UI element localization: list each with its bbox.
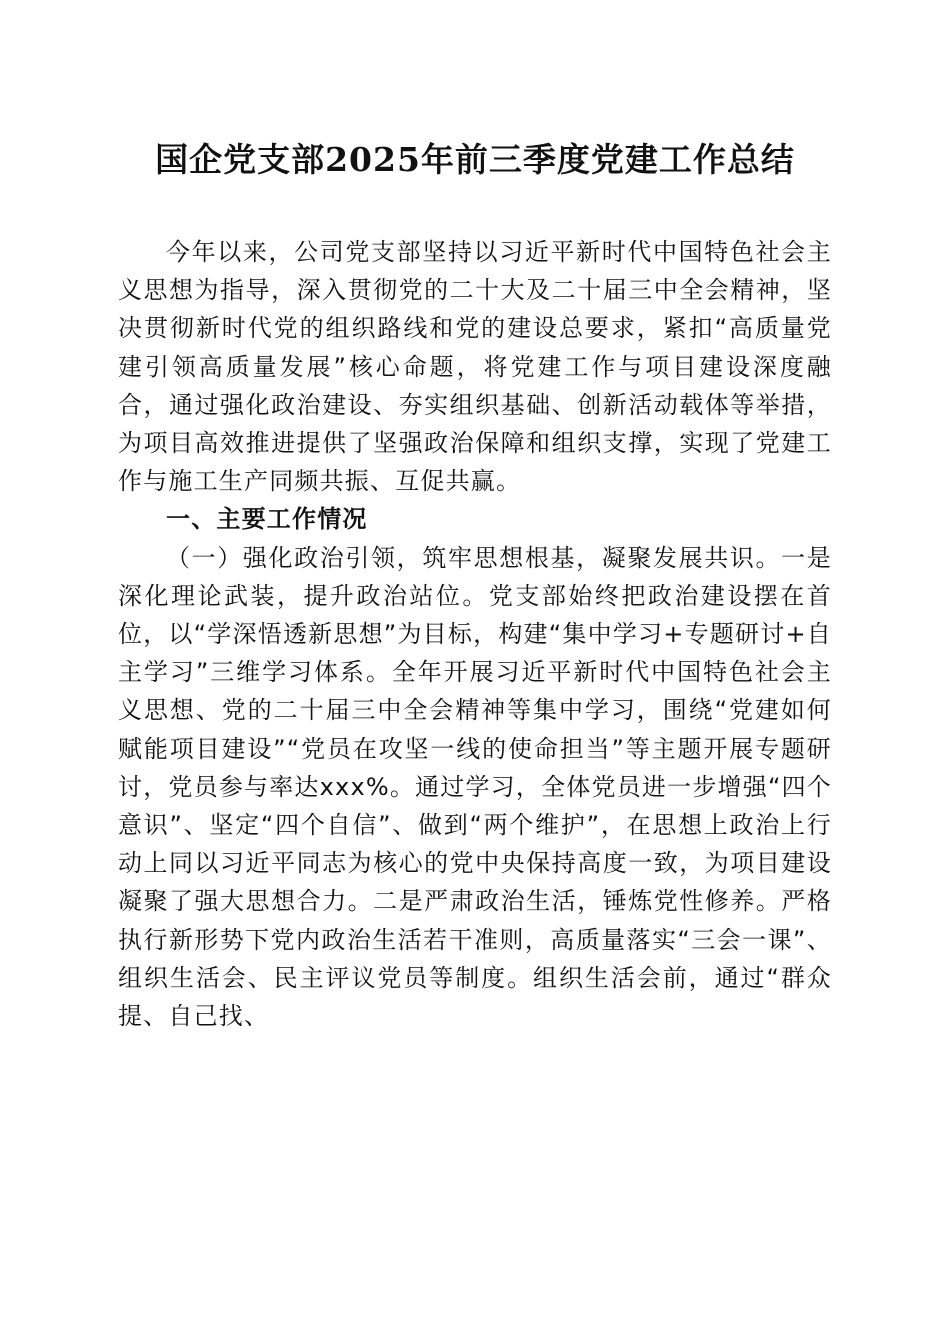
document-title: 国企党支部2025年前三季度党建工作总结 bbox=[155, 140, 795, 179]
document-body bbox=[118, 233, 832, 1035]
section-heading-main-work: 一、主要工作情况 bbox=[166, 505, 368, 534]
section-paragraph-political-guidance: （一）强化政治引领，筑牢思想根基，凝聚发展共识。一是深化理论武装，提升政治站位。党支部始终把政治建设摆在首位，以“学深悟透新思想”为目标，构建“集中学习+专题研讨+自主学习”三维学习体系。全年开展习近平新时代中国特色社会主义思想、党的二十届三中全会精神等集中学习，围绕“党建如何赋能项目建设”“党员在攻坚一线的使命担当”等主题开展专题研讨，党员参与率达xxx%。通过学习，全体党员进一步增强“四个意识”、坚定“四个自信”、做到“两个维护”，在思想上政治上行动上同以习近平同志为核心的党中央保持高度一致，为项目建设凝聚了强大思想合力。二是严肃政治生活，锤炼党性修养。严格执行新形势下党内政治生活若干准则，高质量落实“三会一课”、组织生活会、民主评议党员等制度。组织生活会前，通过“群众提、自己找、 bbox=[118, 543, 832, 1031]
intro-paragraph: 今年以来，公司党支部坚持以习近平新时代中国特色社会主义思想为指导，深入贯彻党的二十大及二十届三中全会精神，坚决贯彻新时代党的组织路线和党的建设总要求，紧扣“高质量党建引领高质量发展”核心命题，将党建工作与项目建设深度融合，通过强化政治建设、夯实组织基础、创新活动载体等举措，为项目高效推进提供了坚强政治保障和组织支撑，实现了党建工作与施工生产同频共振、互促共赢。 bbox=[118, 238, 832, 496]
